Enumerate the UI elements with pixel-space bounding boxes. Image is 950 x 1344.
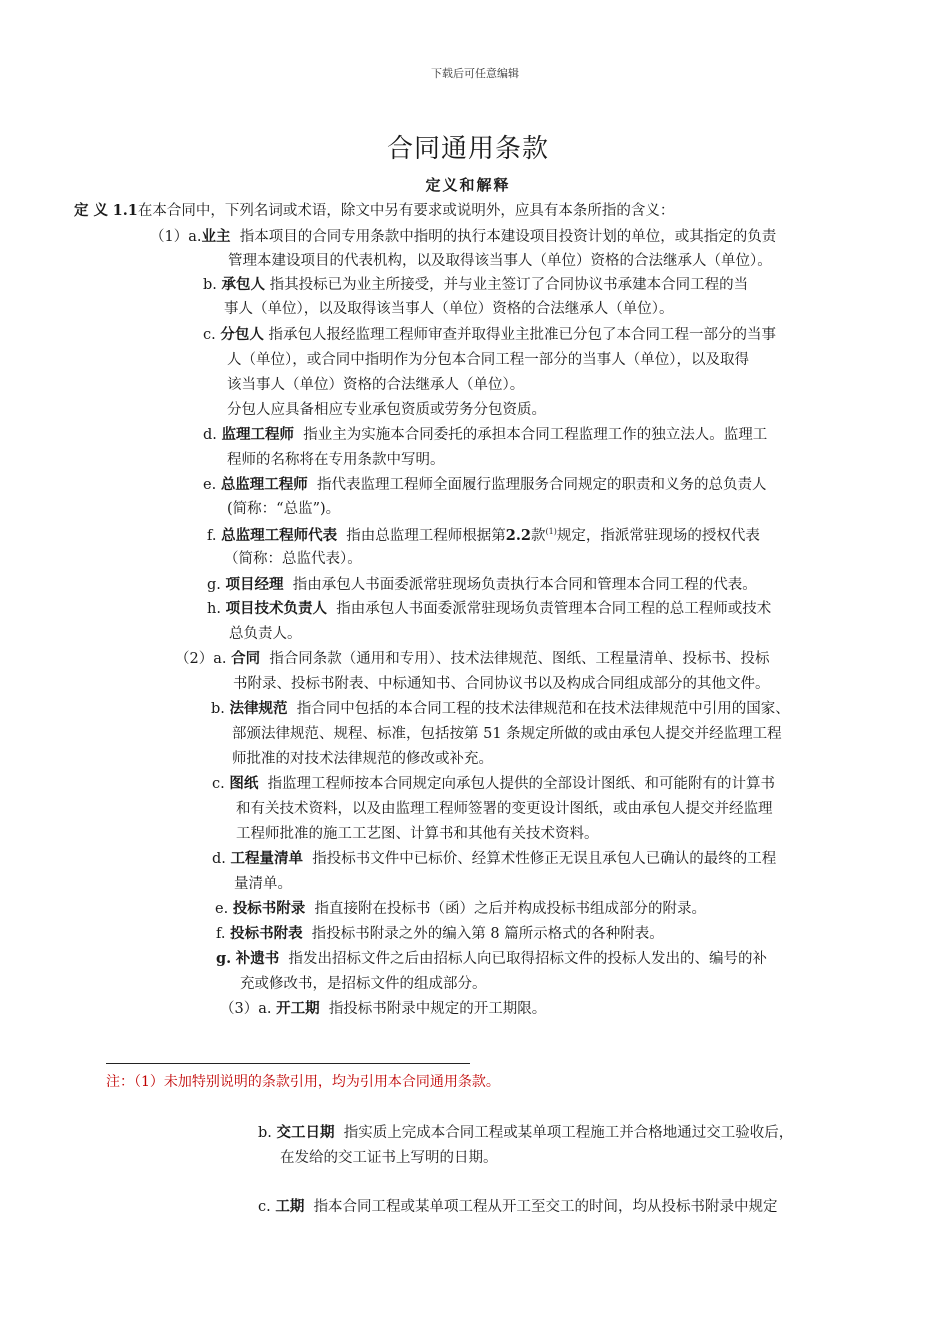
item-text: 指直接附在投标书（函）之后并构成投标书组成部分的附录。 <box>314 901 707 917</box>
definition-intro <box>74 204 674 219</box>
definition-item <box>203 478 767 493</box>
item-text-line: 分包人应具备相应专业承包资质或劳务分包资质。 <box>227 402 546 418</box>
item-term: 总监理工程师代表 <box>221 527 338 544</box>
item-term: 分包人 <box>220 326 264 343</box>
item-text-line: 师批准的对技术法律规范的修改或补充。 <box>232 751 493 767</box>
item-text-line: 书附录、投标书附表、中标通知书、合同协议书以及构成合同组成部分的其他文件。 <box>233 676 770 692</box>
item-term: 投标书附录 <box>232 900 306 917</box>
item-text: 指发出招标文件之后由招标人向已取得招标文件的投标人发出的、编号的补 <box>288 951 768 967</box>
footnote-separator <box>106 1063 470 1064</box>
definition-item <box>215 902 706 917</box>
item-prefix: c. <box>258 1199 271 1215</box>
item-text: 指由承包人书面委派常驻现场负责管理本合同工程的总工程师或技术 <box>336 601 772 617</box>
item-text: 指监理工程师按本合同规定向承包人提供的全部设计图纸、和可能附有的计算书 <box>267 776 776 792</box>
item-prefix: （2）a. <box>175 651 227 667</box>
item-text-line: 工程师批准的施工工艺图、计算书和其他有关技术资料。 <box>236 826 599 842</box>
item-text: 指合同中包括的本合同工程的技术法律规范和在技术法律规范中引用的国家、 <box>296 701 790 717</box>
item-text-line: 事人（单位），以及取得该当事人（单位）资格的合法继承人（单位）。 <box>224 301 674 317</box>
item-term: 开工期 <box>276 1000 320 1017</box>
item-prefix: f. <box>207 528 217 544</box>
definition-label: 定 义 <box>74 202 109 219</box>
item-term: 工期 <box>275 1198 305 1215</box>
item-prefix: e. <box>203 477 217 493</box>
item-text: 指由承包人书面委派常驻现场负责执行本合同和管理本合同工程的代表。 <box>292 577 757 593</box>
definition-item <box>175 652 770 667</box>
item-text: 指业主为实施本合同委托的承担本合同工程监理工作的独立法人。监理工 <box>303 427 768 443</box>
item-prefix: b. <box>211 701 225 717</box>
item-prefix: b. <box>203 277 217 293</box>
page-header: 下载后可任意编辑 <box>431 67 519 80</box>
item-text: 指投标书附录中规定的开工期限。 <box>328 1001 547 1017</box>
definition-item <box>207 578 757 593</box>
item-term: 图纸 <box>229 775 259 792</box>
definition-item <box>150 230 776 245</box>
item-text-line: 程师的名称将在专用条款中写明。 <box>227 452 445 468</box>
definition-item <box>203 428 767 443</box>
definition-item <box>212 777 775 792</box>
clause-reference: 2.2 <box>505 527 532 544</box>
item-term: 业主 <box>201 228 231 245</box>
item-text: 指投标书文件中已标价、经算术性修正无误且承包人已确认的最终的工程 <box>312 851 777 867</box>
item-term: 工程量清单 <box>230 850 304 867</box>
definition-item <box>220 1002 546 1017</box>
item-prefix: h. <box>207 601 221 617</box>
item-text: 指由总监理工程师根据第 <box>346 528 506 544</box>
definition-item <box>216 927 664 942</box>
item-term: 项目经理 <box>225 576 284 593</box>
item-text: 指承包人报经监理工程师审查并取得业主批准已分包了本合同工程一部分的当事 <box>268 327 776 343</box>
definition-item <box>203 328 776 343</box>
item-term: 合同 <box>231 650 261 667</box>
item-text-line: 和有关技术资料，以及由监理工程师签署的变更设计图纸，或由承包人提交并经监理 <box>236 801 773 817</box>
item-text-line: (简称：“总监”)。 <box>227 501 341 517</box>
item-prefix: b. <box>258 1125 272 1141</box>
item-text: 指合同条款（通用和专用）、技术法律规范、图纸、工程量清单、投标书、投标 <box>269 651 770 667</box>
item-text-line: 人（单位），或合同中指明作为分包本合同工程一部分的当事人（单位），以及取得 <box>227 352 749 368</box>
definition-intro-text: 在本合同中，下列名词或术语，除文中另有要求或说明外，应具有本条所指的含义： <box>137 203 675 219</box>
item-text-line: 总负责人。 <box>229 626 302 642</box>
item-text-line: 管理本建设项目的代表机构，以及取得该当事人（单位）资格的合法继承人（单位）。 <box>228 253 772 269</box>
item-text-line: 在发给的交工证书上写明的日期。 <box>280 1150 498 1166</box>
definition-item <box>258 1126 793 1141</box>
item-text: 指其投标已为业主所接受，并与业主签订了合同协议书承建本合同工程的当 <box>269 277 749 293</box>
item-text: 指实质上完成本合同工程或某单项工程施工并合格地通过交工验收后， <box>343 1125 794 1141</box>
item-prefix: g. <box>207 577 221 593</box>
item-text-line: 部颁法律规范、规程、标准，包括按第 51 条规定所做的或由承包人提交并经监理工程 <box>232 726 782 742</box>
item-text-line: 量清单。 <box>234 876 292 892</box>
document-title: 合同通用条款 <box>386 134 549 164</box>
item-text: 指本合同工程或某单项工程从开工至交工的时间，均从投标书附录中规定 <box>313 1199 778 1215</box>
section-subtitle: 定义和解释 <box>425 176 511 194</box>
item-term: 补遗书 <box>235 950 280 967</box>
footnote-marker: (1) <box>545 527 557 536</box>
item-term: 投标书附表 <box>230 925 303 942</box>
item-text-line: 该当事人（单位）资格的合法继承人（单位）。 <box>227 377 525 393</box>
item-term: 承包人 <box>221 276 266 293</box>
item-text-line: （简称：总监代表）。 <box>224 551 362 567</box>
item-prefix: e. <box>215 901 229 917</box>
definition-item <box>207 602 771 617</box>
footnote: 注：（1）未加特别说明的条款引用，均为引用本合同通用条款。 <box>106 1074 500 1090</box>
item-term: 总监理工程师 <box>220 476 308 493</box>
item-text: 规定，指派常驻现场的授权代表 <box>556 528 760 544</box>
definition-item <box>216 952 767 967</box>
item-term: 监理工程师 <box>221 426 295 443</box>
definition-item <box>258 1200 778 1215</box>
item-text: 款 <box>531 528 546 544</box>
item-text: 指本项目的合同专用条款中指明的执行本建设项目投资计划的单位，或其指定的负责 <box>239 229 777 245</box>
item-prefix: c. <box>212 776 225 792</box>
clause-number: 1.1 <box>112 202 138 219</box>
definition-item <box>211 702 790 717</box>
item-prefix: f. <box>216 926 226 942</box>
item-prefix: c. <box>203 327 216 343</box>
item-text: 指代表监理工程师全面履行监理服务合同规定的职责和义务的总负责人 <box>317 477 767 493</box>
definition-item <box>212 852 776 867</box>
item-term: 法律规范 <box>229 700 288 717</box>
item-term: 交工日期 <box>276 1124 335 1141</box>
item-prefix: （3）a. <box>220 1001 272 1017</box>
item-term: 项目技术负责人 <box>225 600 328 617</box>
definition-item <box>203 278 748 293</box>
item-text-line: 充或修改书，是招标文件的组成部分。 <box>240 976 487 992</box>
item-prefix: （1）a. <box>150 229 202 245</box>
item-text: 指投标书附录之外的编入第 8 篇所示格式的各种附表。 <box>311 926 664 942</box>
item-prefix: g. <box>216 950 232 967</box>
definition-item <box>207 528 760 544</box>
item-prefix: d. <box>212 851 226 867</box>
item-prefix: d. <box>203 427 217 443</box>
